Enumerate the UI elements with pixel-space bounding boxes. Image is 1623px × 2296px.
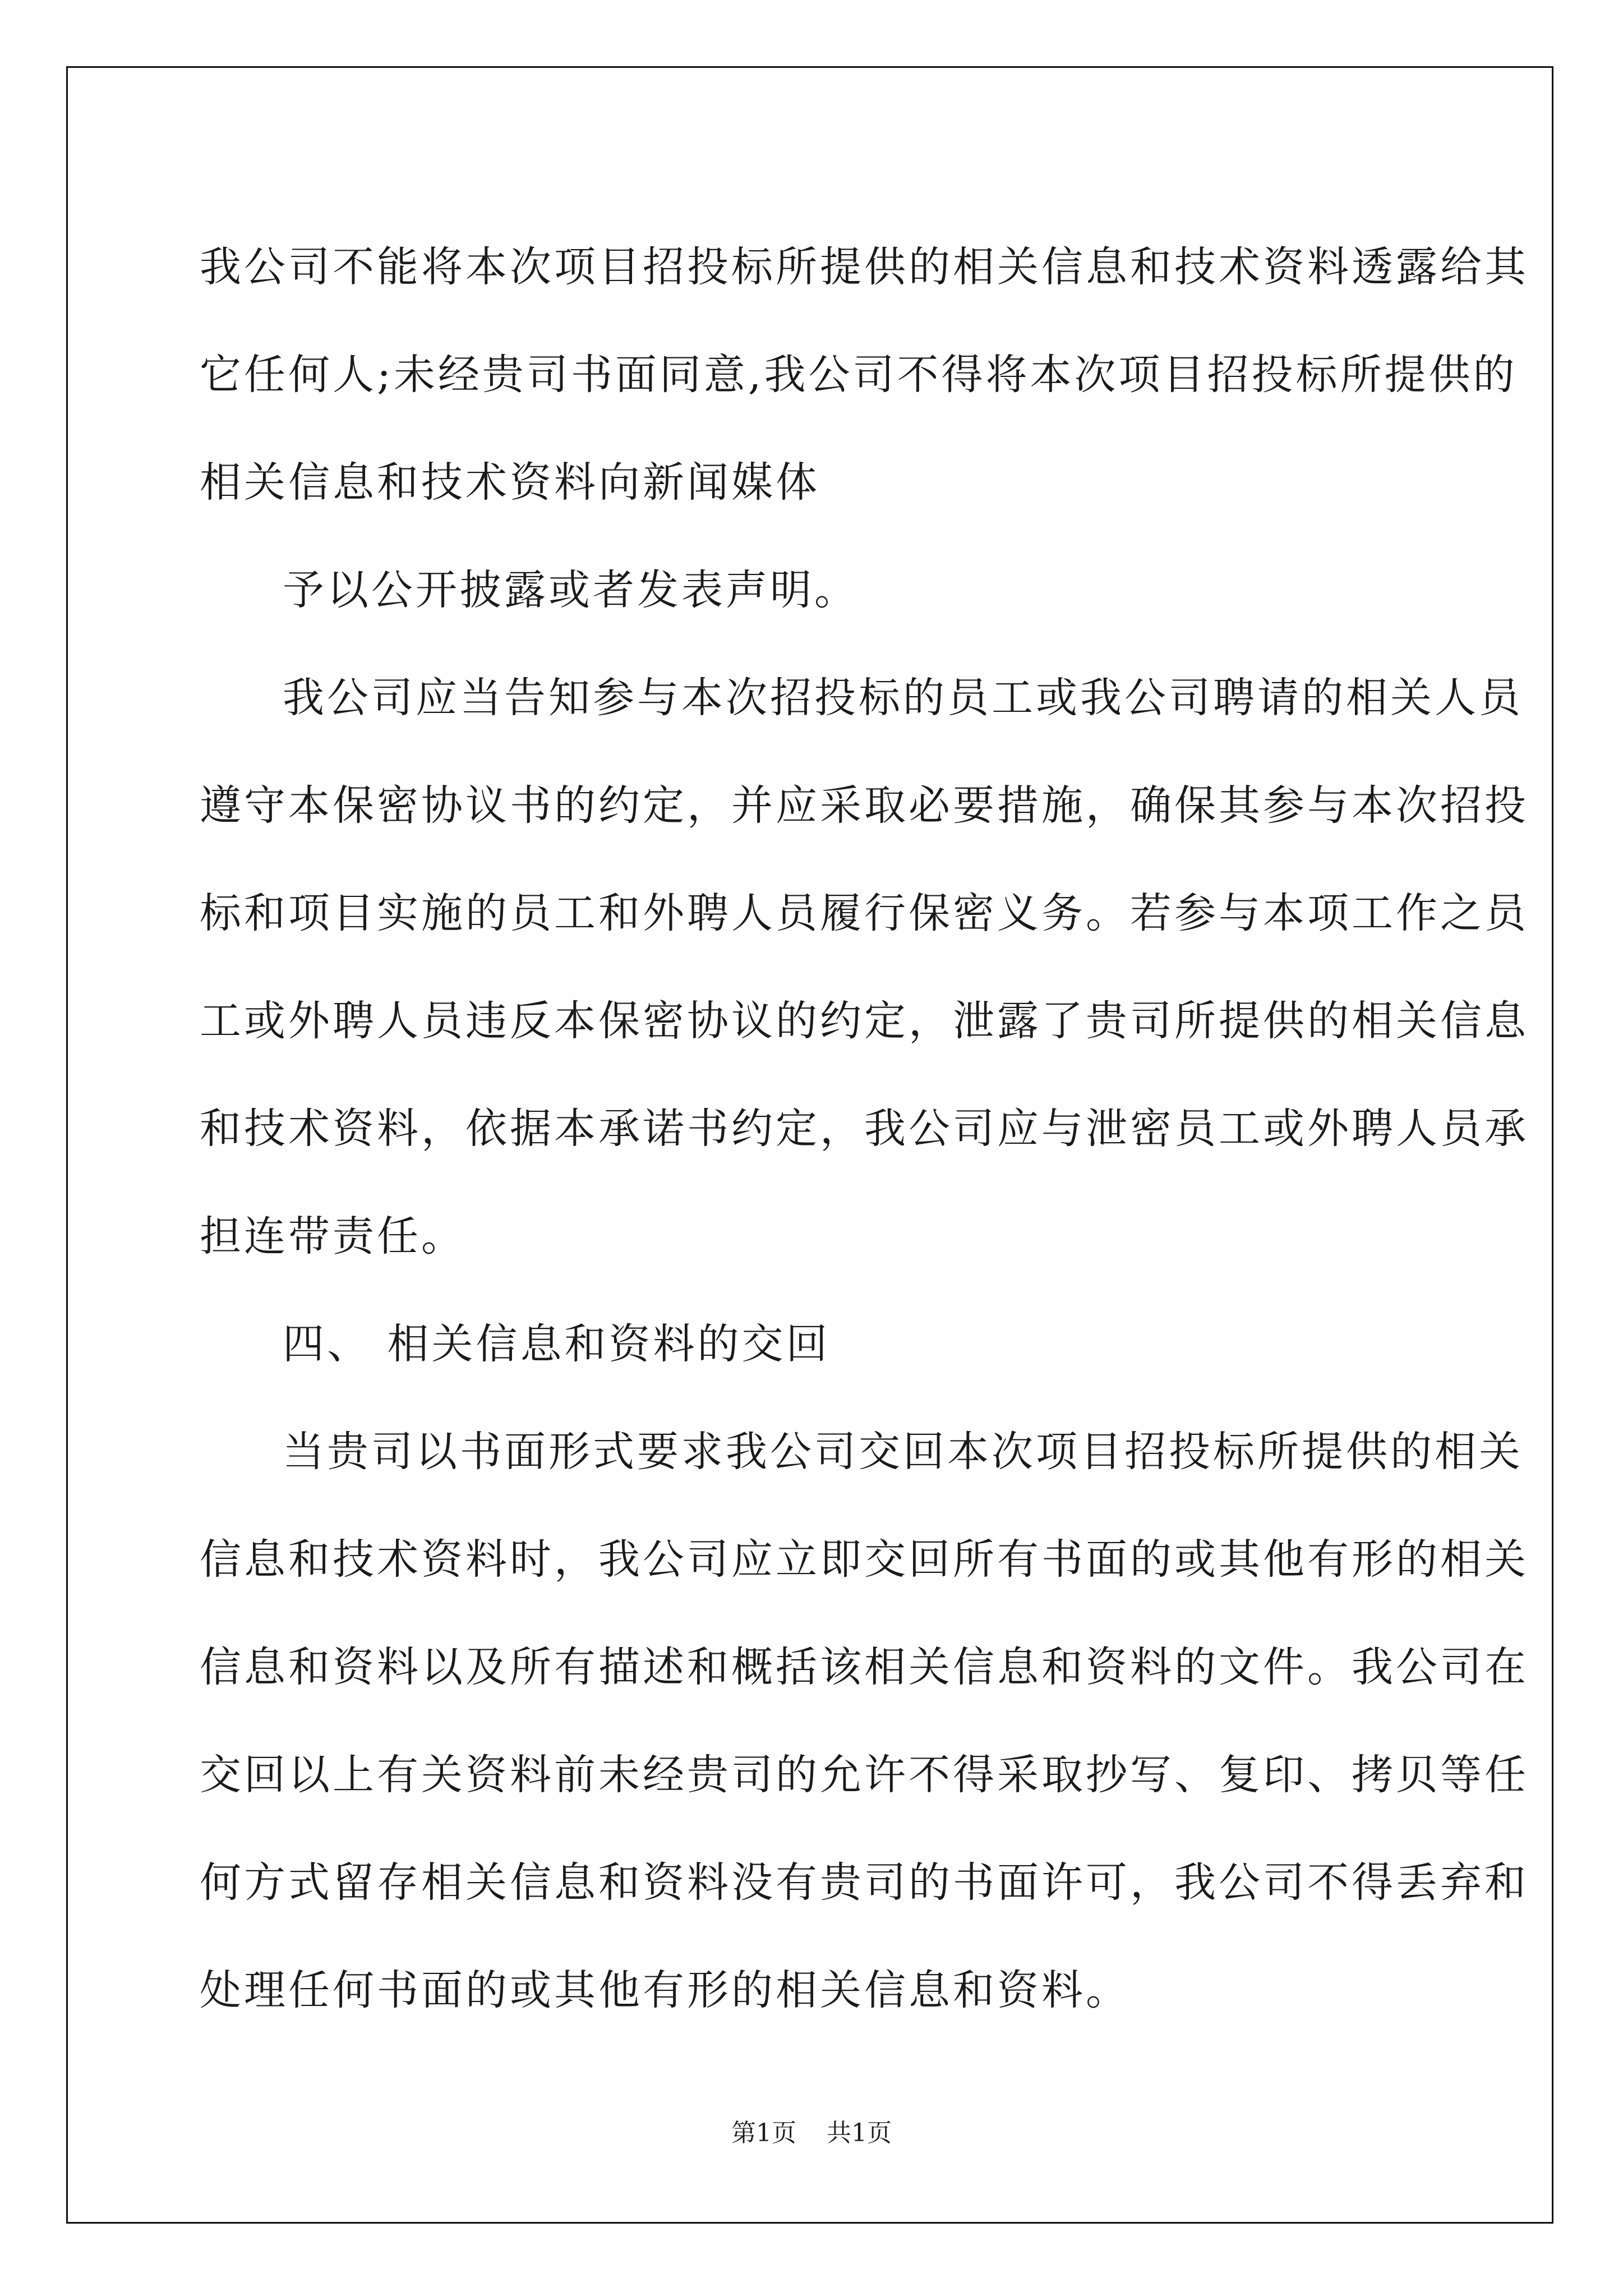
body-line: 我公司应当告知参与本次招投标的员工或我公司聘请的相关人员: [283, 674, 1523, 722]
body-line: 何方式留存相关信息和资料没有贵司的书面许可，我公司不得丢弃和: [200, 1858, 1529, 1907]
body-line: 交回以上有关资料前未经贵司的允许不得采取抄写、复印、拷贝等任: [200, 1751, 1529, 1799]
page-number: 第1页: [731, 2119, 796, 2147]
body-line: 担连带责任。: [200, 1212, 465, 1260]
body-line: 信息和技术资料时，我公司应立即交回所有书面的或其他有形的相关: [200, 1535, 1529, 1584]
body-line: 遵守本保密协议书的约定，并应采取必要措施，确保其参与本次招投: [200, 781, 1529, 830]
body-line: 予以公开披露或者发表声明。: [283, 566, 859, 614]
body-line: 我公司不能将本次项目招投标所提供的相关信息和技术资料透露给其: [200, 243, 1529, 291]
body-line: 和技术资料，依据本承诺书约定，我公司应与泄密员工或外聘人员承: [200, 1105, 1529, 1153]
body-line: 它任何人;未经贵司书面同意,我公司不得将本次项目招投标所提供的: [200, 351, 1518, 399]
body-line: 相关信息和技术资料向新闻媒体: [200, 458, 820, 507]
body-line: 标和项目实施的员工和外聘人员履行保密义务。若参与本项工作之员: [200, 889, 1529, 937]
body-line: 工或外聘人员违反本保密协议的约定，泄露了贵司所提供的相关信息: [200, 997, 1529, 1045]
body-line: 处理任何书面的或其他有形的相关信息和资料。: [200, 1966, 1130, 2014]
page-total: 共1页: [827, 2119, 892, 2147]
page-footer: [0, 2113, 1623, 2148]
body-line: 当贵司以书面形式要求我公司交回本次项目招投标所提供的相关: [283, 1428, 1523, 1476]
section-heading: 四、 相关信息和资料的交回: [283, 1320, 831, 1368]
body-line: 信息和资料以及所有描述和概括该相关信息和资料的文件。我公司在: [200, 1643, 1529, 1691]
document-body: [200, 213, 1529, 2044]
